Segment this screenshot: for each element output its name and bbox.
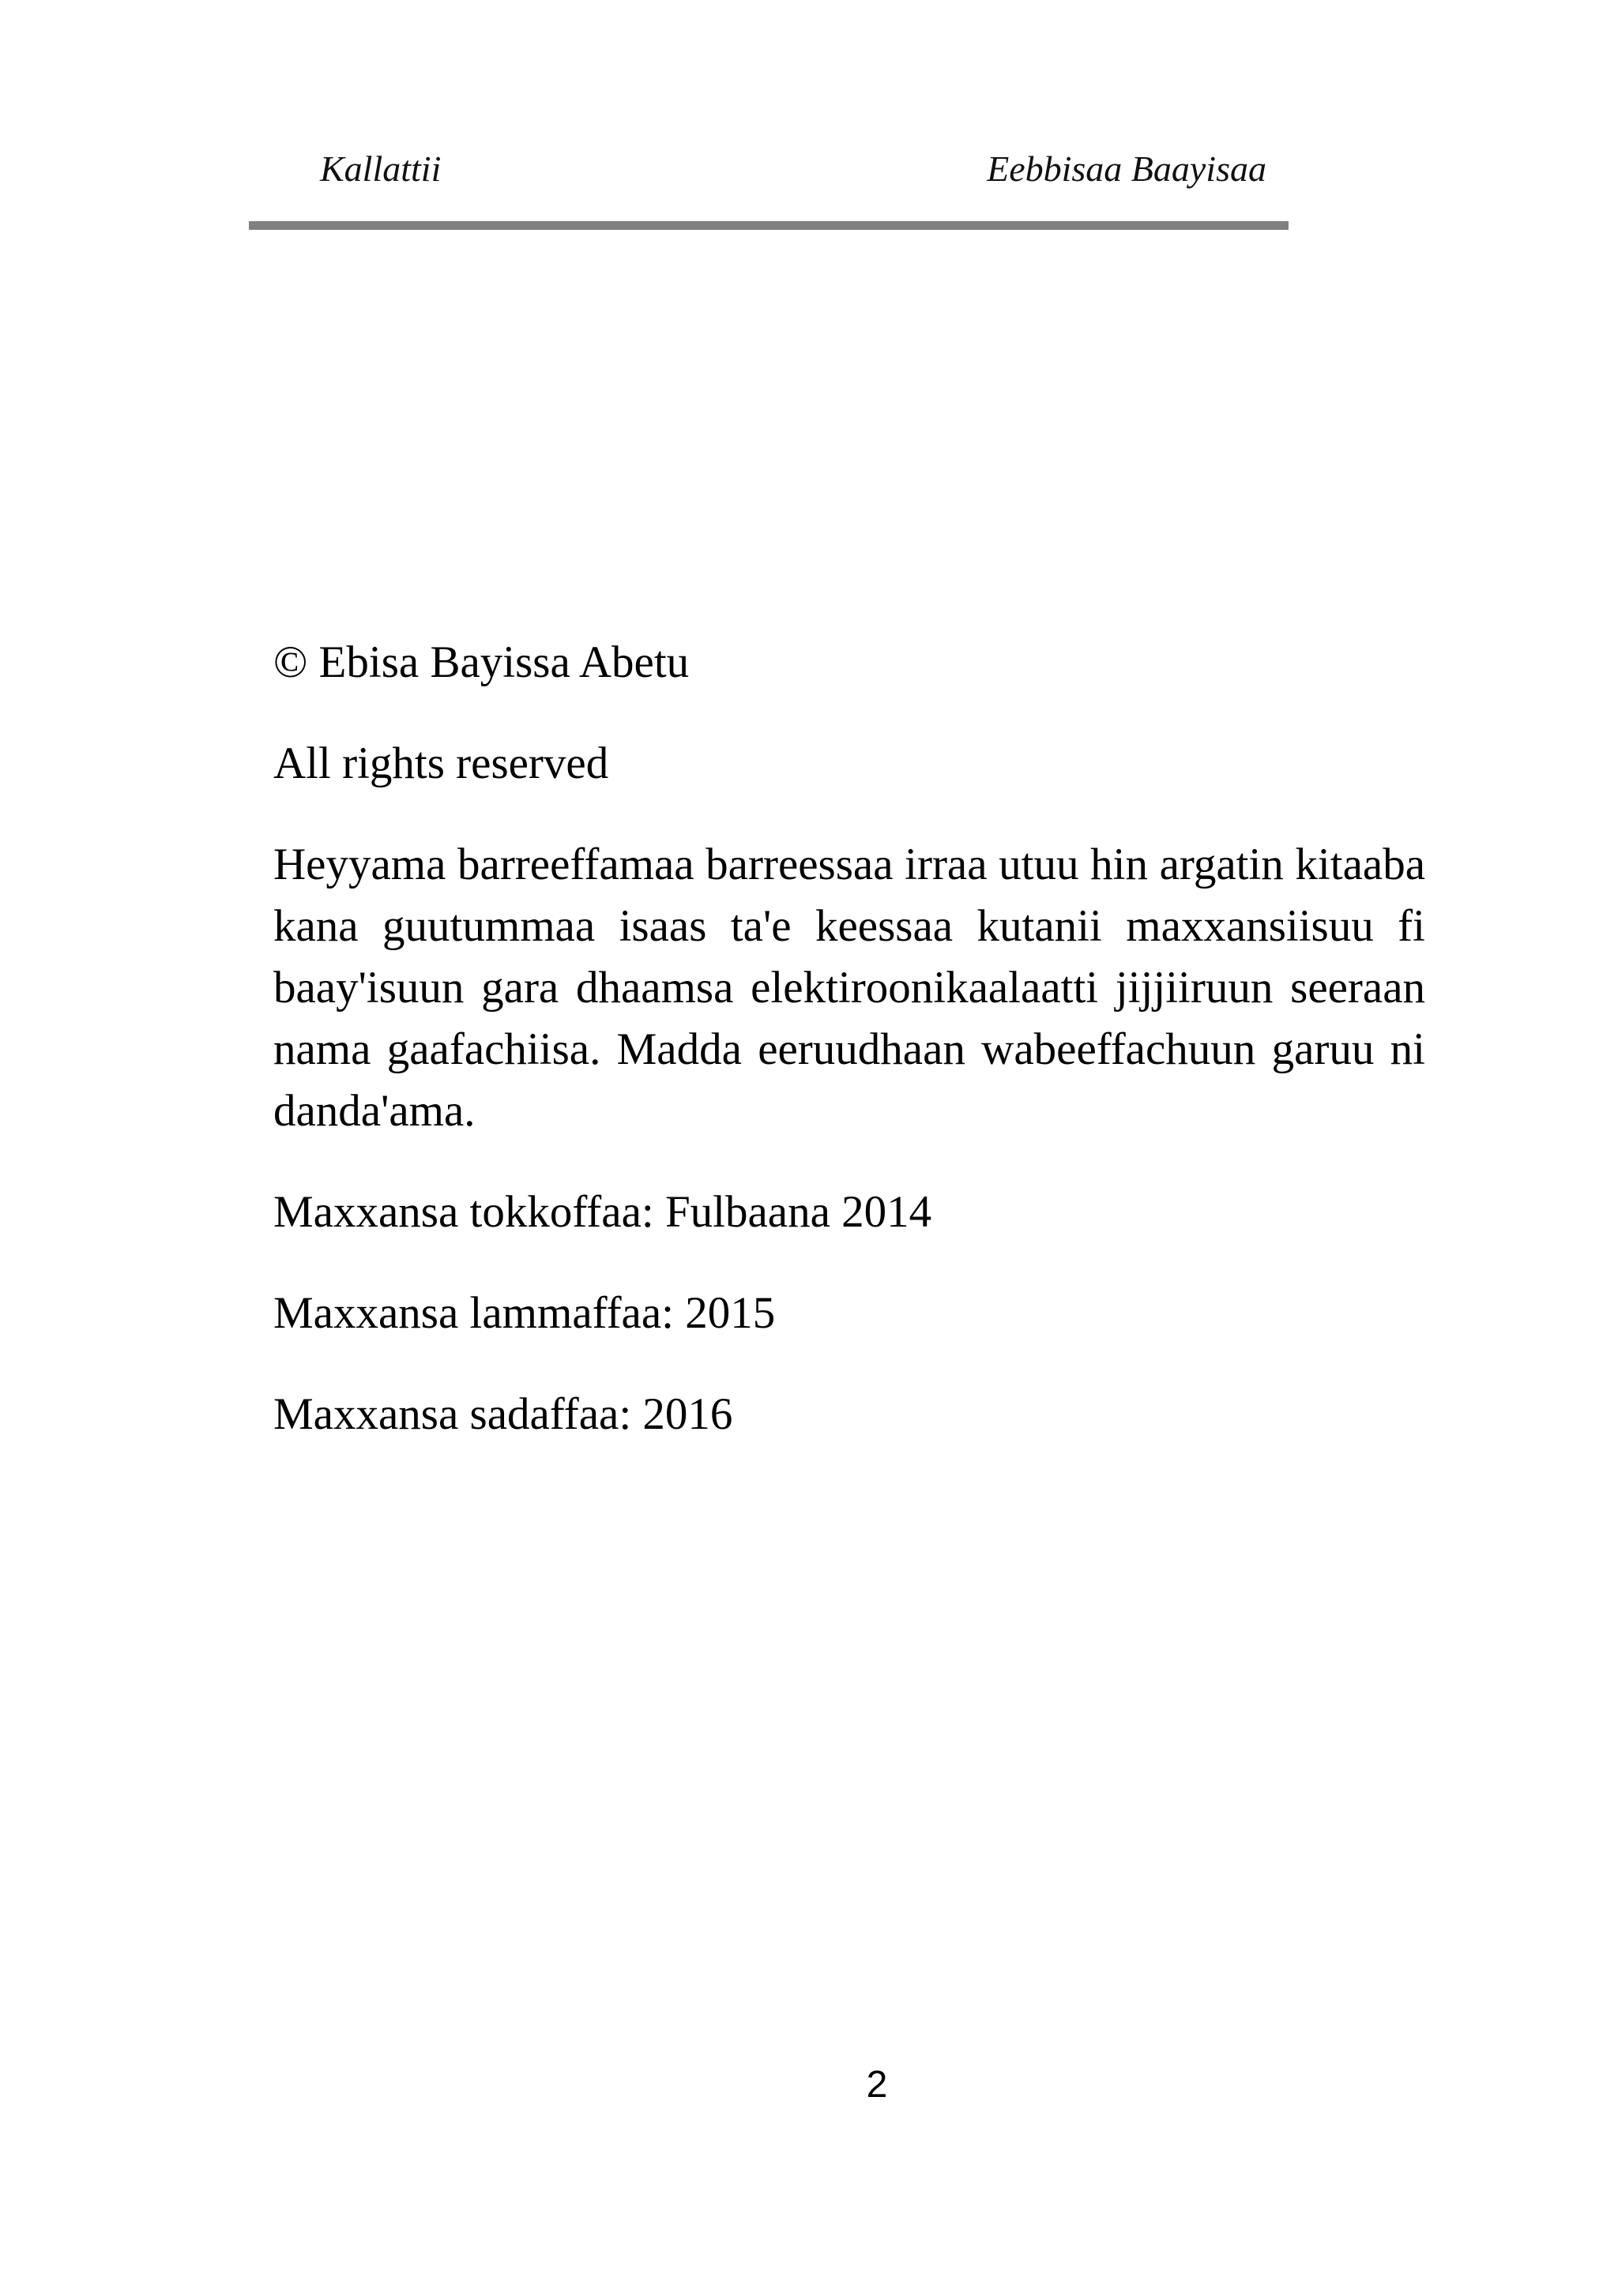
header-divider xyxy=(249,221,1289,230)
edition-line-second: Maxxansa lammaffaa: 2015 xyxy=(273,1288,776,1338)
running-header xyxy=(0,0,1618,237)
edition-line-first: Maxxansa tokkoffaa: Fulbaana 2014 xyxy=(273,1187,932,1237)
reproduction-notice: Heyyama barreeffamaa barreessaa irraa utuu hin argatin kitaaba kana guutummaa isaas ta'e keessaa kutanii maxxansiisuu fi baay'isuun gara dhaamsa elektiroonikaalaatti jijjiiruun seeraan nama gaafachiisa. Madda eeruudhaan wabeeffachuun garuu ni danda'ama. xyxy=(273,840,1425,1136)
edition-line-third: Maxxansa sadaffaa: 2016 xyxy=(273,1389,733,1439)
rights-statement: All rights reserved xyxy=(273,738,609,788)
copyright-line: © Ebisa Bayissa Abetu xyxy=(273,637,690,687)
header-author-name: Eebbisaa Baayisaa xyxy=(987,148,1266,189)
header-book-title: Kallattii xyxy=(320,148,442,189)
copyright-page-content xyxy=(273,632,1425,1485)
page-number: 2 xyxy=(866,2064,888,2106)
